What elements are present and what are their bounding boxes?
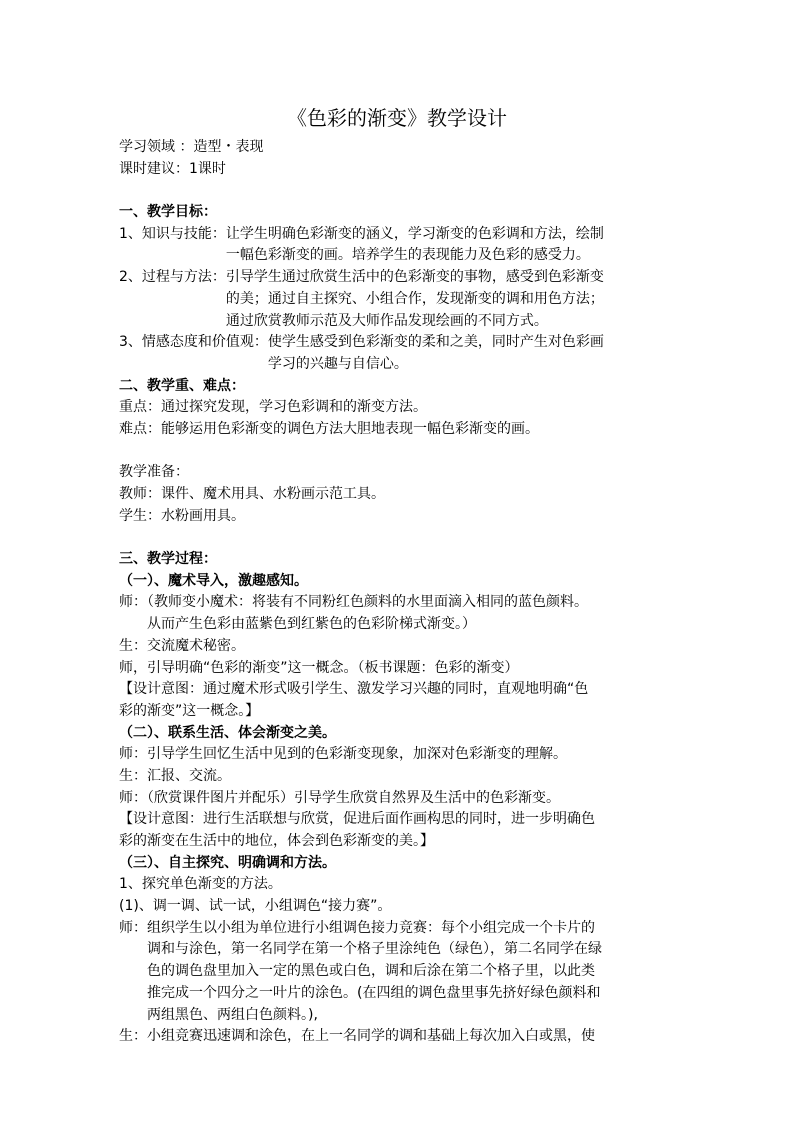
section-2-line: 师：（欣赏课件图片并配乐）引导学生欣赏自然界及生活中的色彩渐变。 bbox=[119, 789, 560, 806]
section-2-line: 生：汇报、交流。 bbox=[119, 767, 231, 784]
objectives-heading: 一、教学目标： bbox=[119, 204, 217, 221]
objective-text bbox=[268, 332, 604, 375]
section-1-line: 从而产生色彩由蓝紫色到红紫色的色彩阶梯式渐变。） bbox=[147, 616, 476, 633]
prep-teacher: 教师：课件、魔术用具、水粉画示范工具。 bbox=[119, 486, 385, 502]
design-intent-note: 【设计意图：通过魔术形式吸引学生、激发学习兴趣的同时，直观地明确“色 bbox=[119, 681, 589, 698]
section-3-line: 师：组织学生以小组为单位进行小组调色接力竞赛：每个小组完成一个卡片的 bbox=[119, 919, 595, 936]
objective-item-knowledge bbox=[119, 224, 679, 267]
design-intent-note: 【设计意图：进行生活联想与欣赏，促进后面作画构思的同时，进一步明确色 bbox=[119, 811, 595, 828]
process-heading: 三、教学过程： bbox=[119, 551, 217, 568]
spacer bbox=[119, 180, 679, 202]
section-1-title: （一）、魔术导入，激趣感知。 bbox=[119, 572, 308, 589]
section-3-line: 调和与涂色，第一名同学在第一个格子里涂纯色（绿色），第二名同学在绿 bbox=[147, 941, 602, 958]
objective-text bbox=[226, 224, 604, 267]
objective-label: 1、知识与技能： bbox=[119, 225, 226, 242]
spacer bbox=[119, 527, 679, 549]
section-3-line: 生：小组竞赛迅速调和涂色，在上一名同学的调和基础上每次加入白或黑，使 bbox=[119, 1028, 595, 1045]
section-1-line: 师：（教师变小魔术：将装有不同粉红色颜料的水里面滴入相同的蓝色颜料。 bbox=[119, 594, 588, 611]
objective-text bbox=[226, 267, 604, 332]
objective-line: 的美；通过自主探究、小组合作，发现渐变的调和用色方法； bbox=[225, 290, 604, 307]
lesson-hours: 课时建议：1课时 bbox=[119, 160, 226, 177]
objective-line: 一幅色彩渐变的画。培养学生的表现能力及色彩的感受力。 bbox=[225, 247, 590, 264]
design-intent-note: 彩的渐变”这一概念。】 bbox=[119, 702, 260, 719]
section-1-line: 生：交流魔术秘密。 bbox=[119, 637, 245, 654]
objective-item-attitude bbox=[119, 332, 679, 375]
spacer bbox=[119, 441, 679, 463]
section-2-line: 师：引导学生回忆生活中见到的色彩渐变现象，加深对色彩渐变的理解。 bbox=[119, 746, 567, 763]
prep-student: 学生：水粉画用具。 bbox=[119, 507, 245, 524]
section-3-title: （三）、自主探究、明确调和方法。 bbox=[119, 854, 336, 871]
section-3-line: (1)、调一调、试一试，小组调色“接力赛”。 bbox=[119, 898, 392, 915]
section-1-line: 师，引导明确“色彩的渐变”这一概念。（板书课题：色彩的渐变） bbox=[119, 659, 519, 676]
section-2-title: （二）、联系生活、体会渐变之美。 bbox=[119, 724, 336, 741]
objective-label: 3、情感态度和价值观： bbox=[119, 334, 268, 351]
keypoint-focus: 重点：通过探究发现，学习色彩调和的渐变方法。 bbox=[119, 399, 427, 416]
objective-line: 让学生明确色彩渐变的涵义，学习渐变的色彩调和方法，绘制 bbox=[225, 225, 604, 242]
section-3-line: 两组黑色、两组白色颜料。), bbox=[147, 1006, 318, 1023]
prep-heading: 教学准备： bbox=[119, 464, 189, 481]
section-3-line: 色的调色盘里加入一定的黑色或白色，调和后涂在第二个格子里，以此类 bbox=[147, 963, 595, 980]
keypoints-heading: 二、教学重、难点： bbox=[119, 377, 245, 394]
document-title: 《色彩的渐变》教学设计 bbox=[287, 106, 507, 130]
document-body bbox=[119, 137, 679, 1048]
objective-label: 2、过程与方法： bbox=[119, 269, 226, 286]
keypoint-difficulty: 难点：能够运用色彩渐变的调色方法大胆地表现一幅色彩渐变的画。 bbox=[119, 420, 539, 437]
objective-line: 学习的兴趣与自信心。 bbox=[267, 355, 408, 372]
design-intent-note: 彩的渐变在生活中的地位，体会到色彩渐变的美。】 bbox=[119, 833, 434, 849]
learning-domain: 学习领域 ：造型・表现 bbox=[119, 139, 264, 155]
section-3-line: 推完成一个四分之一叶片的涂色。(在四组的调色盘里事先挤好绿色颜料和 bbox=[147, 984, 601, 1001]
objective-item-process bbox=[119, 267, 679, 332]
objective-line: 通过欣赏教师示范及大师作品发现绘画的不同方式。 bbox=[225, 312, 548, 329]
section-3-line: 1、探究单色渐变的方法。 bbox=[119, 876, 282, 893]
objective-line: 使学生感受到色彩渐变的柔和之美，同时产生对色彩画 bbox=[267, 334, 604, 351]
objective-line: 引导学生通过欣赏生活中的色彩渐变的事物，感受到色彩渐变 bbox=[225, 269, 604, 286]
